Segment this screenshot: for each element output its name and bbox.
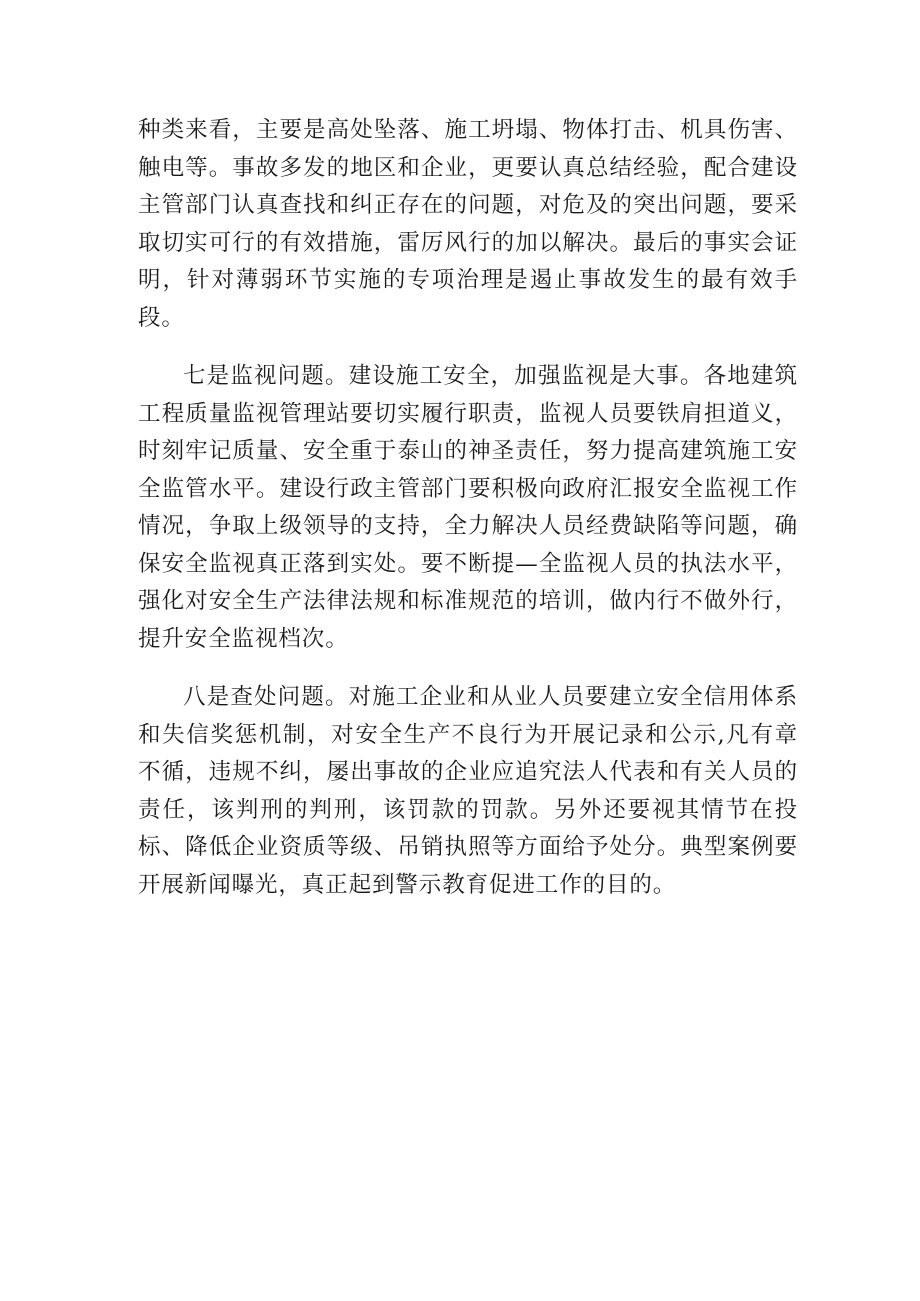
document-body [138, 112, 798, 925]
paragraph-continuation: 种类来看，主要是高处坠落、施工坍塌、物体打击、机具伤害、触电等。事故多发的地区和企业，更要认真总结经验，配合建设主管部门认真查找和纠正存在的问题，对危及的突出问题，要采取切实可行的有效措施，雷厉风行的加以解决。最后的事实会证明，针对薄弱环节实施的专项治理是遏止事故发生的最有效手段。 [138, 117, 798, 331]
paragraph-investigation: 八是查处问题。对施工企业和从业人员要建立安全信用体系和失信奖惩机制，对安全生产不良行为开展记录和公示,凡有章不循，违规不纠，屡出事故的企业应追究法人代表和有关人员的责任，该判刑的判刑，该罚款的罚款。另外还要视其情节在投标、降低企业资质等级、吊销执照等方面给予处分。典型案例要开展新闻曝光，真正起到警示教育促进工作的目的。 [138, 684, 798, 898]
paragraph-supervision: 七是监视问题。建设施工安全，加强监视是大事。各地建筑工程质量监视管理站要切实履行职责，监视人员要铁肩担道义，时刻牢记质量、安全重于泰山的神圣责任，努力提高建筑施工安全监管水平。建设行政主管部门要积极向政府汇报安全监视工作情况，争取上级领导的支持，全力解决人员经费缺陷等问题，确保安全监视真正落到实处。要不断提—全监视人员的执法水平，强化对安全生产法律法规和标准规范的培训，做内行不做外行，提升安全监视档次。 [138, 363, 798, 652]
